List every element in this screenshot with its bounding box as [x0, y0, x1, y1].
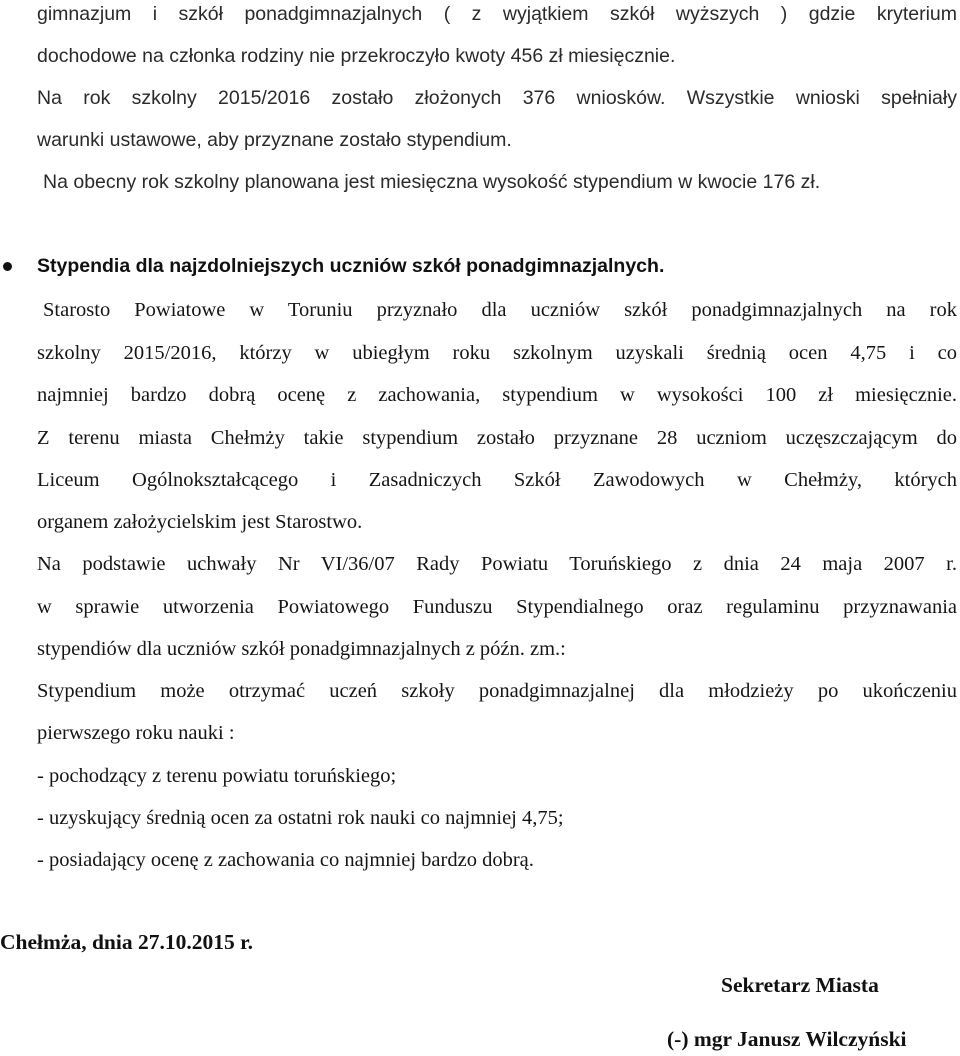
section-heading: Stypendia dla najzdolniejszych uczniów szkół ponadgimnazjalnych.: [37, 255, 665, 277]
list-item-3: - posiadający ocenę z zachowania co najmniej bardzo dobrą.: [37, 849, 534, 871]
body-line-9: stypendiów dla uczniów szkół ponadgimnazjalnych z późn. zm.:: [37, 638, 566, 660]
body-line-2: szkolny 2015/2016, którzy w ubiegłym roku szkolnym uzyskali średnią ocen 4,75 i co: [37, 342, 957, 364]
intro-line-1: gimnazjum i szkół ponadgimnazjalnych ( z wyjątkiem szkół wyższych ) gdzie kryterium: [37, 3, 957, 25]
body-line-3: najmniej bardzo dobrą ocenę z zachowania, stypendium w wysokości 100 zł miesięcznie.: [37, 384, 957, 406]
intro-line-4: warunki ustawowe, aby przyznane zostało stypendium.: [37, 129, 512, 151]
body-line-6: organem założycielskim jest Starostwo.: [37, 511, 363, 533]
body-line-10: Stypendium może otrzymać uczeń szkoły ponadgimnazjalnej dla młodzieży po ukończeniu: [37, 680, 957, 702]
bullet-icon: [3, 262, 12, 271]
body-line-11: pierwszego roku nauki :: [37, 722, 235, 744]
body-line-5: Liceum Ogólnokształcącego i Zasadniczych Szkół Zawodowych w Chełmży, których: [37, 469, 957, 491]
list-item-2: - uzyskujący średnią ocen za ostatni rok nauki co najmniej 4,75;: [37, 807, 564, 829]
signature-title: Sekretarz Miasta: [721, 973, 879, 997]
intro-line-5: Na obecny rok szkolny planowana jest miesięczna wysokość stypendium w kwocie 176 zł.: [43, 171, 821, 193]
list-item-1: - pochodzący z terenu powiatu toruńskiego;: [37, 765, 397, 787]
signature-name: (-) mgr Janusz Wilczyński: [667, 1027, 907, 1051]
body-line-1: Starosto Powiatowe w Toruniu przyznało dla uczniów szkół ponadgimnazjalnych na rok: [43, 299, 957, 321]
intro-line-3: Na rok szkolny 2015/2016 zostało złożonych 376 wniosków. Wszystkie wnioski spełniały: [37, 87, 957, 109]
date-line: Chełmża, dnia 27.10.2015 r.: [0, 930, 254, 954]
body-line-7: Na podstawie uchwały Nr VI/36/07 Rady Powiatu Toruńskiego z dnia 24 maja 2007 r.: [37, 553, 957, 575]
intro-line-2: dochodowe na członka rodziny nie przekroczyło kwoty 456 zł miesięcznie.: [37, 45, 676, 67]
body-line-4: Z terenu miasta Chełmży takie stypendium zostało przyznane 28 uczniom uczęszczającym do: [37, 427, 957, 449]
body-line-8: w sprawie utworzenia Powiatowego Funduszu Stypendialnego oraz regulaminu przyznawania: [37, 596, 957, 618]
